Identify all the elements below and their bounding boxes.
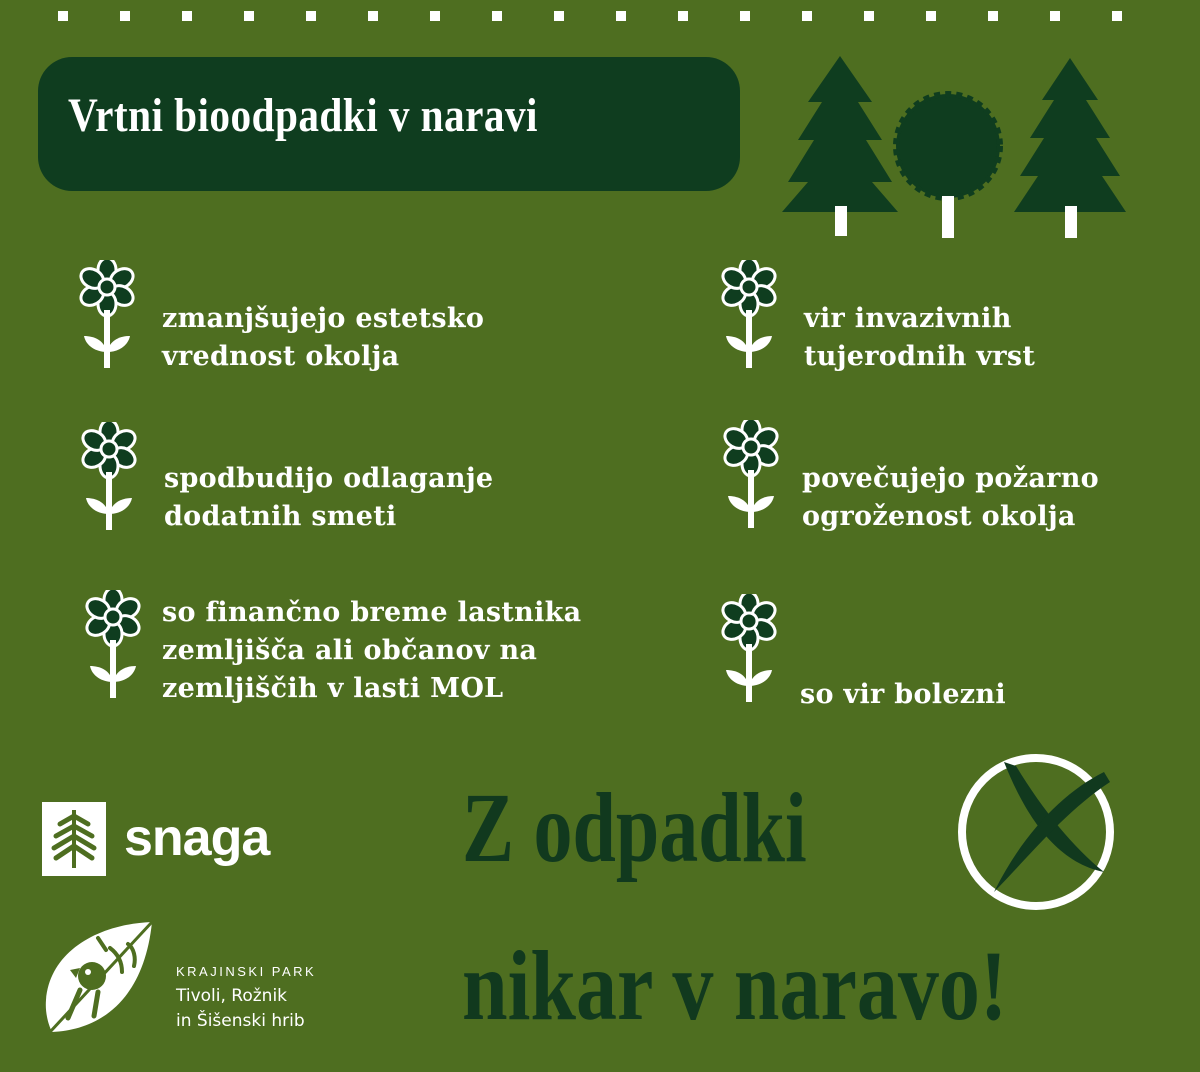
item-text-line: spodbudijo odlaganje — [164, 463, 494, 494]
park-logo — [40, 920, 380, 1040]
leaf-bird-icon — [40, 920, 158, 1036]
park-label: KRAJINSKI PARK — [176, 964, 317, 979]
park-name-line: Tivoli, Rožnik — [176, 986, 288, 1006]
item-text-line: vir invazivnih — [804, 303, 1012, 334]
item-text-line: zmanjšujejo estetsko — [162, 303, 485, 334]
item-text-line: dodatnih smeti — [164, 501, 397, 532]
item-text-line: so finančno breme lastnika — [162, 597, 582, 628]
item-text-line: ogroženost okolja — [802, 501, 1076, 532]
pine-tree-icon — [782, 56, 898, 236]
park-name-line: in Šišenski hrib — [176, 1011, 305, 1031]
slogan-line-2: nikar v naravo! — [462, 930, 1008, 1041]
flower-icon — [714, 594, 784, 704]
snaga-logo-mark — [42, 802, 106, 876]
slogan-line-1: Z odpadki — [462, 772, 807, 883]
round-tree-icon — [896, 94, 1000, 238]
item-text-line: tujerodnih vrst — [804, 341, 1036, 372]
item-text-line: povečujejo požarno — [802, 463, 1099, 494]
pine-tree-icon — [1014, 58, 1126, 238]
flower-icon — [72, 260, 142, 370]
trees-illustration — [780, 50, 1140, 250]
spruce-icon — [42, 802, 106, 876]
snaga-wordmark: snaga — [124, 809, 270, 867]
item-text-line: vrednost okolja — [162, 341, 400, 372]
snaga-logo — [42, 802, 302, 878]
flower-icon — [714, 260, 784, 370]
item-text-line: zemljišča ali občanov na — [162, 635, 538, 666]
flower-icon — [716, 420, 786, 530]
flower-icon — [74, 422, 144, 532]
page-title: Vrtni bioodpadki v naravi — [68, 89, 538, 142]
flower-icon — [78, 590, 148, 700]
cross-in-circle-icon — [954, 752, 1120, 912]
item-text-line: so vir bolezni — [800, 679, 1006, 710]
item-text-line: zemljiščih v lasti MOL — [162, 673, 504, 704]
